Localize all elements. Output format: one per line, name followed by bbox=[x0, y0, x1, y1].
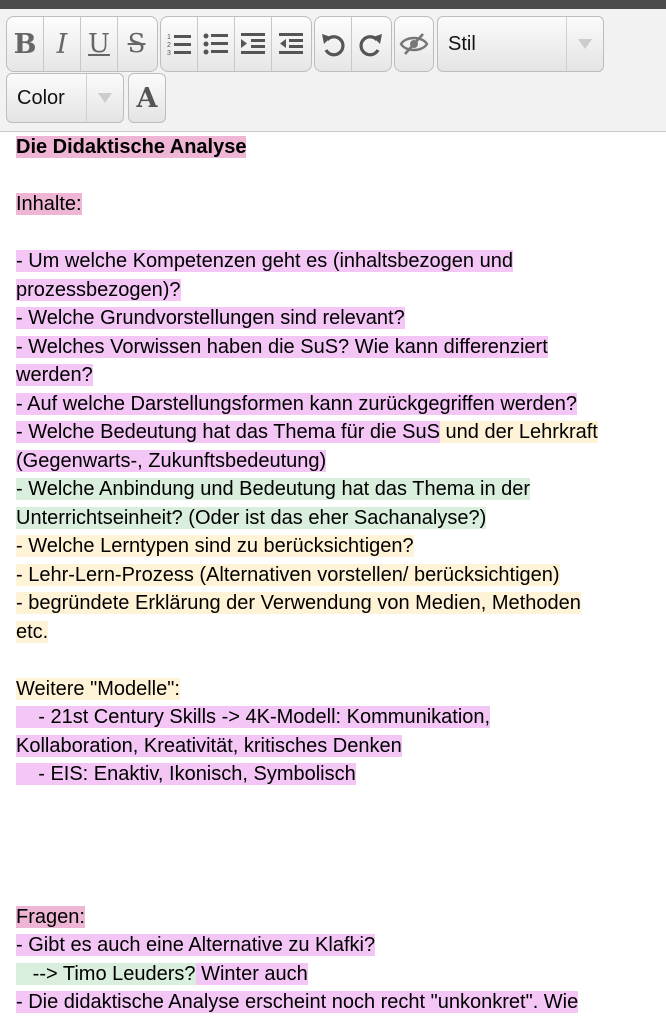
question-line: - Welche Bedeutung hat das Thema für die SuS bbox=[16, 421, 440, 443]
editor-toolbar bbox=[0, 9, 666, 132]
window-top-bar bbox=[0, 0, 666, 9]
color-select[interactable] bbox=[6, 73, 124, 123]
question-line: --> Timo Leuders? bbox=[16, 962, 196, 985]
section-heading-fragen: Fragen: bbox=[16, 905, 85, 928]
svg-text:1: 1 bbox=[167, 34, 171, 41]
style-select[interactable] bbox=[437, 16, 604, 72]
chevron-down-icon bbox=[86, 74, 123, 122]
question-line: Unterrichtseinheit? (Oder ist das eher Sachanalyse?) bbox=[16, 506, 487, 529]
italic-button[interactable] bbox=[44, 17, 81, 71]
question-line: - Die didaktische Analyse erscheint noch recht "unkonkret". Wie bbox=[16, 991, 579, 1013]
ordered-list-button[interactable] bbox=[161, 17, 198, 71]
question-line: (Gegenwarts-, Zukunftsbedeutung) bbox=[16, 449, 327, 472]
question-line: werden? bbox=[16, 364, 93, 386]
visibility-button-group bbox=[394, 16, 434, 72]
underline-icon: U bbox=[88, 29, 110, 59]
strikethrough-button[interactable] bbox=[118, 17, 155, 71]
model-line: - EIS: Enaktiv, Ikonisch, Symbolisch bbox=[16, 763, 356, 785]
bold-icon: B bbox=[13, 28, 37, 60]
eye-slash-icon bbox=[399, 32, 429, 56]
underline-button[interactable] bbox=[81, 17, 118, 71]
history-button-group bbox=[314, 16, 392, 72]
section-heading-modelle: Weitere "Modelle": bbox=[16, 677, 180, 700]
undo-icon bbox=[320, 31, 346, 57]
bullet-list-button[interactable] bbox=[198, 17, 235, 71]
list-button-group bbox=[160, 16, 312, 72]
redo-button[interactable] bbox=[352, 17, 389, 71]
undo-button[interactable] bbox=[315, 17, 352, 71]
hide-button[interactable] bbox=[395, 17, 433, 71]
question-line: etc. bbox=[16, 620, 49, 643]
model-line: Kollaboration, Kreativität, kritisches Denken bbox=[16, 734, 402, 757]
document-title: Die Didaktische Analyse bbox=[16, 136, 247, 158]
italic-icon: I bbox=[56, 28, 68, 60]
color-select-label: Color bbox=[17, 87, 65, 109]
ordered-list-icon bbox=[166, 31, 192, 57]
question-line: - Welches Vorwissen haben die SuS? Wie kann differenziert bbox=[16, 335, 548, 358]
format-button-group bbox=[6, 16, 158, 72]
indent-button[interactable] bbox=[235, 17, 272, 71]
question-line: und der Lehrkraft bbox=[439, 421, 598, 443]
question-line: - Welche Grundvorstellungen sind relevant? bbox=[16, 307, 405, 329]
style-select-label: Stil bbox=[448, 33, 476, 55]
question-line: - Welche Lerntypen sind zu berücksichtigen? bbox=[16, 535, 414, 557]
question-line: - Auf welche Darstellungsformen kann zurückgegriffen werden? bbox=[16, 392, 578, 415]
question-line: - Welche Anbindung und Bedeutung hat das Thema in der bbox=[16, 478, 531, 500]
question-line: prozessbezogen)? bbox=[16, 278, 181, 301]
question-line: Winter auch bbox=[195, 962, 308, 985]
outdent-icon bbox=[278, 31, 304, 57]
editor-content[interactable] bbox=[16, 133, 656, 1017]
font-icon: A bbox=[136, 82, 158, 114]
question-line: - begründete Erklärung der Verwendung von Medien, Methoden bbox=[16, 592, 581, 614]
outdent-button[interactable] bbox=[272, 17, 309, 71]
section-heading-inhalte: Inhalte: bbox=[16, 193, 82, 215]
strikethrough-icon: S bbox=[127, 29, 146, 59]
svg-text:3: 3 bbox=[167, 50, 171, 57]
indent-icon bbox=[240, 31, 266, 57]
font-button[interactable] bbox=[128, 73, 166, 123]
bullet-list-icon bbox=[203, 31, 229, 57]
question-line: - Gibt es auch eine Alternative zu Klafki? bbox=[16, 934, 376, 956]
chevron-down-icon bbox=[566, 17, 603, 71]
redo-icon bbox=[358, 31, 384, 57]
bold-button[interactable] bbox=[7, 17, 44, 71]
model-line: - 21st Century Skills -> 4K-Modell: Kommunikation, bbox=[16, 706, 491, 728]
svg-text:2: 2 bbox=[167, 42, 171, 49]
question-line: - Lehr-Lern-Prozess (Alternativen vorstellen/ berücksichtigen) bbox=[16, 563, 560, 586]
question-line: - Um welche Kompetenzen geht es (inhaltsbezogen und bbox=[16, 250, 513, 272]
